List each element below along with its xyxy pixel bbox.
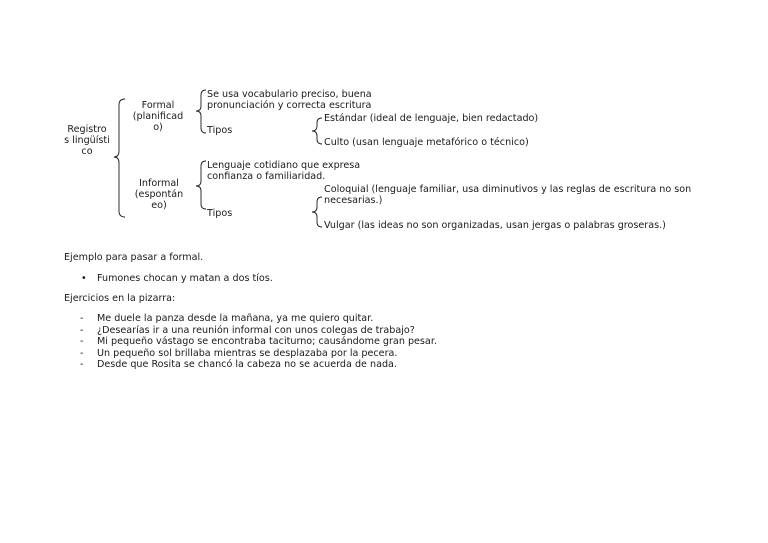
example-item-text: Fumones chocan y matan a dos tíos.	[97, 273, 273, 284]
informal-description: Lenguaje cotidiano que expresa confianza o familiaridad.	[207, 160, 361, 182]
list-item	[80, 324, 437, 337]
formal-tipo-culto: Culto (usan lenguaje metafórico o técnico)	[324, 137, 529, 148]
list-item	[80, 336, 437, 348]
bullet-icon: •	[81, 273, 87, 284]
formal-tipos-brace	[312, 118, 322, 144]
formal-tipo-estandar: Estándar (ideal de lenguaje, bien redactado)	[324, 113, 539, 124]
exercise-item-text: Me duele la panza desde la mañana, ya me quiero quitar.	[97, 313, 374, 324]
formal-description: Se usa vocabulario preciso, buena pronunciación y correcta escritura	[207, 89, 372, 111]
list-item	[80, 359, 437, 371]
list-item	[80, 313, 437, 325]
example-list	[81, 273, 273, 284]
informal-node: Informal (espontán eo)	[134, 178, 184, 211]
dash-icon: -	[80, 324, 84, 336]
informal-brace	[196, 161, 206, 209]
formal-node: Formal (planificad o)	[132, 100, 184, 133]
list-item	[81, 273, 273, 284]
exercise-item-text: Un pequeño sol brillaba mientras se desplazaba por la pecera.	[97, 347, 398, 359]
root-node: Registro s lingüísti co	[64, 124, 110, 157]
dash-icon: -	[80, 359, 84, 371]
exercises-list	[80, 313, 437, 371]
root-brace	[114, 99, 125, 217]
exercise-item-text: Desde que Rosita se chancó la cabeza no se acuerda de nada.	[97, 359, 397, 371]
dash-icon: -	[80, 347, 84, 359]
informal-tipos-label: Tipos	[207, 208, 233, 219]
dash-icon: -	[80, 336, 84, 348]
dash-icon: -	[80, 313, 84, 324]
exercise-item-text: ¿Desearías ir a una reunión informal con unos colegas de trabajo?	[97, 324, 415, 336]
exercise-item-text: Mi pequeño vástago se encontraba taciturno; causándome gran pesar.	[97, 336, 437, 348]
list-item	[80, 347, 437, 360]
informal-tipos-brace	[312, 197, 322, 227]
informal-tipo-coloquial: Coloquial (lenguaje familiar, usa diminutivos y las reglas de escritura no son necesarias.)	[324, 184, 692, 206]
formal-tipos-label: Tipos	[207, 125, 233, 136]
exercises-heading: Ejercicios en la pizarra:	[64, 293, 176, 304]
example-heading: Ejemplo para pasar a formal.	[64, 252, 204, 263]
formal-brace	[196, 90, 206, 133]
informal-tipo-vulgar: Vulgar (las ideas no son organizadas, usan jergas o palabras groseras.)	[324, 220, 666, 231]
